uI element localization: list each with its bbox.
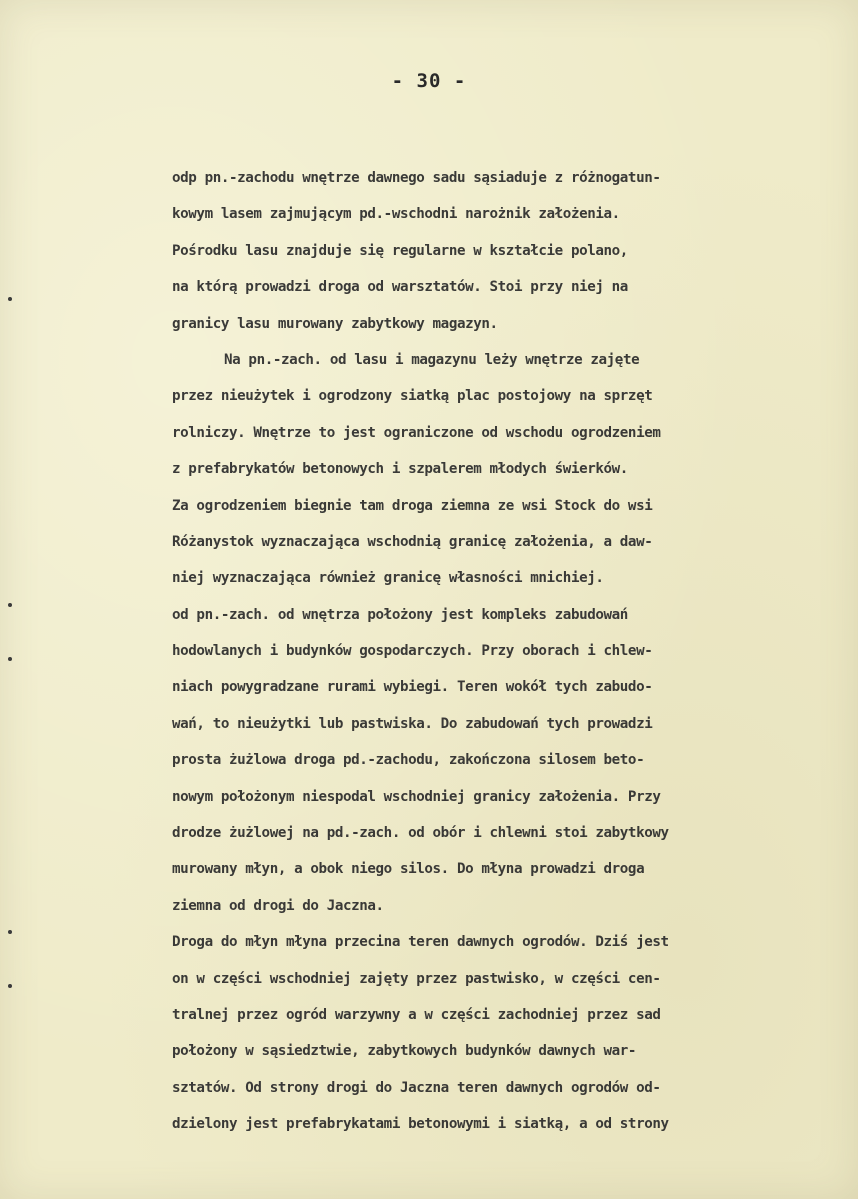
text-line: ziemna od drogi do Jaczna. xyxy=(172,897,384,914)
text-line: Na pn.-zach. od lasu i magazynu leży wnętrze zajęte xyxy=(224,351,640,368)
text-line: Pośrodku lasu znajduje się regularne w kształcie polano, xyxy=(172,242,628,259)
text-line: odp pn.-zachodu wnętrze dawnego sadu sąsiaduje z różnogatun- xyxy=(172,170,661,186)
text-line: drodze żużlowej na pd.-zach. od obór i chlewni stoi zabytkowy xyxy=(172,825,669,842)
text-line: on w części wschodniej zajęty przez pastwisko, w części cen- xyxy=(172,970,661,987)
scan-speck xyxy=(8,984,12,988)
scan-speck xyxy=(8,930,12,934)
text-line: kowym lasem zajmującym pd.-wschodni narożnik założenia. xyxy=(172,206,620,223)
text-line: niej wyznaczająca również granicę własności mnichiej. xyxy=(172,570,604,587)
text-line: nowym położonym niespodal wschodniej granicy założenia. Przy xyxy=(172,788,661,805)
text-line: hodowlanych i budynków gospodarczych. Przy oborach i chlew- xyxy=(172,643,653,660)
text-line: na którą prowadzi droga od warsztatów. Stoi przy niej na xyxy=(172,279,628,296)
text-line: położony w sąsiedztwie, zabytkowych budynków dawnych war- xyxy=(172,1043,637,1060)
text-line: prosta żużlowa droga pd.-zachodu, zakończona silosem beto- xyxy=(172,752,645,769)
text-line: Droga do młyn młyna przecina teren dawnych ogrodów. Dziś jest xyxy=(172,934,669,951)
text-line: Różanystok wyznaczająca wschodnią granicę założenia, a daw- xyxy=(172,533,653,550)
text-line: tralnej przez ogród warzywny a w części zachodniej przez sad xyxy=(172,1006,661,1023)
text-line: wań, to nieużytki lub pastwiska. Do zabudowań tych prowadzi xyxy=(172,715,653,732)
scan-speck xyxy=(8,657,12,661)
text-line: z prefabrykatów betonowych i szpalerem młodych świerków. xyxy=(172,461,628,478)
text-line: niach powygradzane rurami wybiegi. Teren wokół tych zabudo- xyxy=(172,679,653,696)
text-line: rolniczy. Wnętrze to jest ograniczone od wschodu ogrodzeniem xyxy=(172,424,661,441)
scan-speck xyxy=(8,603,12,607)
text-line: dzielony jest prefabrykatami betonowymi i siatką, a od strony xyxy=(172,1116,669,1133)
body-text xyxy=(172,160,832,1143)
scan-speck xyxy=(8,297,12,301)
page-number: - 30 - xyxy=(391,70,467,92)
text-line: murowany młyn, a obok niego silos. Do młyna prowadzi droga xyxy=(172,861,645,878)
text-line: sztatów. Od strony drogi do Jaczna teren dawnych ogrodów od- xyxy=(172,1079,661,1096)
text-line: Za ogrodzeniem biegnie tam droga ziemna ze wsi Stock do wsi xyxy=(172,497,653,514)
text-line: przez nieużytek i ogrodzony siatką plac postojowy na sprzęt xyxy=(172,388,653,405)
text-line: granicy lasu murowany zabytkowy magazyn. xyxy=(172,315,498,332)
text-line: od pn.-zach. od wnętrza położony jest kompleks zabudowań xyxy=(172,606,628,623)
